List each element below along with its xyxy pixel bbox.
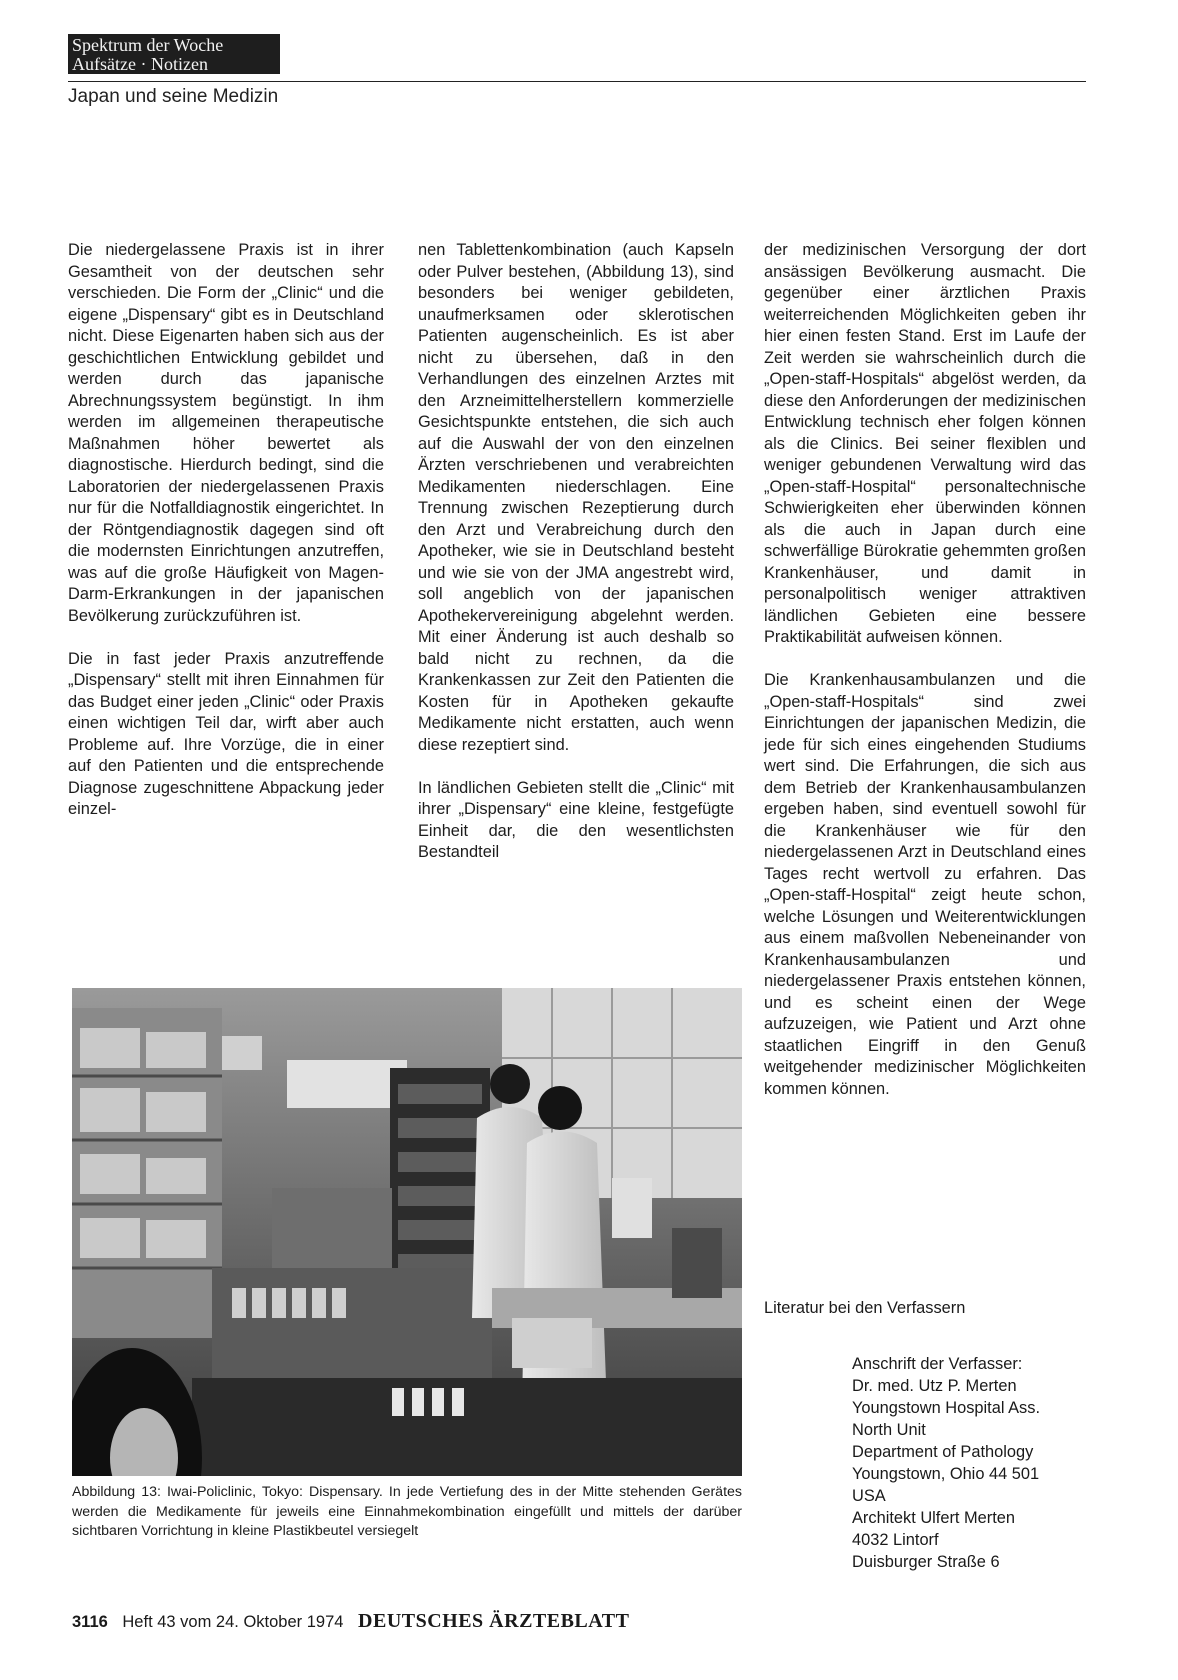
text-column-2 [418,240,734,885]
address-line: Youngstown, Ohio 44 501 [852,1465,1040,1483]
author-address [852,1353,1040,1573]
section-label-line2: Aufsätze · Notizen [72,54,208,74]
paragraph: der medizinischen Versorgung der dort ansässigen Bevölkerung ausmacht. Die gegenüber einer ärztlichen Praxis weiterreichenden Möglichkeiten geben ihr hier einen festen Stand. Erst im Laufe der Zeit werden sie wahrscheinlich durch die „Open-staff-Hospitals“ abgelöst werden, da diese den Anforderungen der medizinischen Entwicklung technisch eher folgen können als die Clinics. Bei seiner flexiblen und weniger gebundenen Verwaltung wird das „Open-staff-Hospital“ personaltechnische Schwierigkeiten eher überwinden können als die auch in Japan durch eine schwerfällige Bürokratie gehemmten großen Krankenhäuser, und damit in personalpolitisch weniger attraktiven ländlichen Gebieten eine bessere Praktikabilität aufweisen können. [764,241,1086,646]
dispensary-photo [72,988,742,1476]
text-column-3 [764,240,1086,1122]
section-title: Japan und seine Medizin [68,86,279,107]
address-line: Dr. med. Utz P. Merten [852,1377,1017,1395]
address-line: Youngstown Hospital Ass. [852,1399,1041,1417]
header-rule [68,81,1086,82]
text-column-1 [68,240,384,842]
journal-name: DEUTSCHES ÄRZTEBLATT [358,1610,630,1632]
address-line: North Unit [852,1421,926,1439]
address-line: USA [852,1487,886,1505]
paragraph: In ländlichen Gebieten stellt die „Clinic“ mit ihrer „Dispensary“ eine kleine, festgefügte Einheit dar, die den wesentlichsten Bestandteil [418,778,734,861]
address-line: Department of Pathology [852,1443,1034,1461]
section-label-box [68,34,280,74]
page-number: 3116 [72,1613,108,1631]
page-footer [72,1610,629,1633]
section-label-line1: Spektrum der Woche [72,35,224,55]
address-line: Architekt Ulfert Merten [852,1509,1016,1527]
address-heading: Anschrift der Verfasser: [852,1355,1023,1373]
literature-note: Literatur bei den Verfassern [764,1299,966,1317]
paragraph: nen Tablettenkombination (auch Kapseln oder Pulver bestehen, (Abbildung 13), sind besonders bei weniger gebildeten, unaufmerksamen oder sklerotischen Patienten augenscheinlich. Es ist aber nicht zu übersehen, daß in den Verhandlungen des einzelnen Arztes mit den Arzneimittelherstellern kommerzielle Gesichtspunkte entstehen, die sich auch auf die Auswahl der von den einzelnen Ärzten verschriebenen und verabreichten Medikamenten niederschlagen. Eine Trennung zwischen Rezeptierung durch den Arzt und Verabreichung durch den Apotheker, wie sie in Deutschland besteht und wie sie von der JMA angestrebt wird, soll angeblich von der japanischen Apothekervereinigung abgelehnt werden. Mit einer Änderung ist auch deshalb so bald nicht zu rechnen, da die Krankenkassen zur Zeit den Patienten die Kosten für in Apotheken gekaufte Medikamente nicht erstatten, auch wenn diese rezeptiert sind. [418,241,734,754]
address-line: 4032 Lintorf [852,1531,939,1549]
paragraph: Die Krankenhausambulanzen und die „Open-staff-Hospitals“ sind zwei Einrichtungen der japanischen Medizin, die jede für sich eines eingehenden Studiums wert sind. Die Erfahrungen, die sich aus dem Betrieb der Krankenhausambulanzen ergeben haben, sind eventuell sowohl für die Krankenhäuser wie für den niedergelassenen Arzt in Deutschland eines Tages recht wertvoll zu erfahren. Das „Open-staff-Hospital“ zeigt heute schon, welche Lösungen und Weiterentwicklungen aus einem maßvollen Nebeneinander von Krankenhausambulanzen und niedergelassener Praxis entstehen können, und es scheint einen der Wege aufzuzeigen, wie Patient und Arzt ohne staatlichen Eingriff in den Genuß weitgehender medizinischer Möglichkeiten kommen können. [764,671,1086,1098]
figure-caption: Abbildung 13: Iwai-Policlinic, Tokyo: Dispensary. In jede Vertiefung des in der Mitte stehenden Gerätes werden die Medikamente für jeweils eine Einnahmekombination eingefüllt und mittels der darüber sichtbaren Vorrichtung in kleine Plastikbeutel versiegelt [72,1484,742,1539]
paragraph: Die niedergelassene Praxis ist in ihrer Gesamtheit von der deutschen sehr verschieden. Die Form der „Clinic“ und die eigene „Dispensary“ gibt es in Deutschland nicht. Diese Eigenarten haben sich aus der geschichtlichen Entwicklung gebildet und werden durch das japanische Abrechnungssystem begünstigt. In ihm werden im allgemeinen therapeutische Maßnahmen höher bewertet als diagnostische. Hierdurch bedingt, sind die Laboratorien der niedergelassenen Praxis nur für die Notfalldiagnostik eingerichtet. In der Röntgendiagnostik dagegen sind oft die modernsten Einrichtungen anzutreffen, was auf die große Häufigkeit von Magen-Darm-Erkrankungen in der japanischen Bevölkerung zurückzuführen ist. [68,241,384,625]
issue-info: Heft 43 vom 24. Oktober 1974 [122,1613,344,1631]
paragraph: Die in fast jeder Praxis anzutreffende „Dispensary“ stellt mit ihren Einnahmen für das Budget einer jeden „Clinic“ oder Praxis einen wichtigen Teil dar, wirft aber auch Probleme auf. Ihre Vorzüge, die in einer auf den Patienten und die entsprechende Diagnose zugeschnittene Abpackung jeder einzel- [68,649,384,818]
address-line: Duisburger Straße 6 [852,1553,1000,1571]
